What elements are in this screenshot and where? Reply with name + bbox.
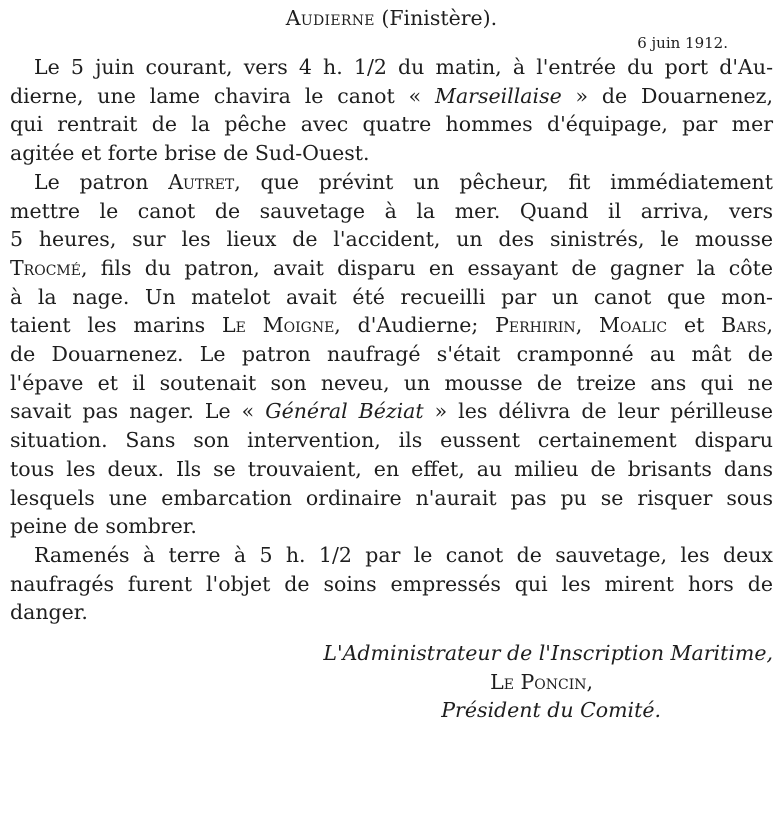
person-name: Trocmé <box>10 255 81 280</box>
text-line: danger. <box>10 600 88 625</box>
text-line: lesquels une embarcation ordinaire n'aurait pas pu se risquer sous <box>10 485 773 510</box>
signature-block <box>10 639 773 725</box>
text-segment: savait pas nager. Le « <box>10 399 266 424</box>
heading-region: (Finistère). <box>381 6 498 30</box>
letter-date: 6 juin 1912. <box>637 34 728 52</box>
text-segment: » les délivra de leur périlleuse <box>423 399 773 424</box>
signature-name: Le Poncin, <box>490 669 593 694</box>
person-name: Bars <box>721 313 767 338</box>
text-line: peine de sombrer. <box>10 514 197 539</box>
text-line: tous les deux. Ils se trouvaient, en effet, au milieu de brisants dans <box>10 456 773 481</box>
text-segment: , que prévint un pêcheur, fit immédiatement <box>234 169 773 194</box>
text-line <box>10 168 773 197</box>
text-line: 5 heures, sur les lieux de l'accident, un des sinistrés, le mousse <box>10 227 773 252</box>
text-segment: dierne, une lame chavira le canot « <box>10 83 435 108</box>
text-line <box>10 311 773 340</box>
text-segment: et <box>667 313 722 338</box>
heading <box>10 4 773 33</box>
person-name: Moalic <box>599 313 668 338</box>
ship-name: Marseillaise <box>434 83 562 108</box>
text-line: naufragés furent l'objet de soins empressés qui les mirent hors de <box>10 571 773 596</box>
text-segment: , <box>766 313 773 338</box>
text-line <box>10 82 773 111</box>
text-segment: » de Douarnenez, <box>561 83 773 108</box>
signature-role: Président du Comité. <box>441 698 661 723</box>
text-line: agitée et forte brise de Sud-Ouest. <box>10 141 370 166</box>
text-segment: , fils du patron, avait disparu en essayant de gagner la côte <box>80 255 773 280</box>
text-segment: taient les marins <box>10 313 222 338</box>
text-segment: , <box>575 313 600 338</box>
text-line: qui rentrait de la pêche avec quatre hommes d'équipage, par mer <box>10 112 773 137</box>
text-line <box>10 254 773 283</box>
person-name: Le Moigne <box>221 313 335 338</box>
text-line: Le 5 juin courant, vers 4 h. 1/2 du matin, à l'entrée du port d'Au- <box>34 55 773 79</box>
person-name: Autret <box>168 169 235 194</box>
paragraph <box>10 168 773 541</box>
body-text <box>10 53 773 627</box>
text-line: Ramenés à terre à 5 h. 1/2 par le canot de sauvetage, les deux <box>34 542 773 567</box>
text-segment: Le patron <box>34 169 169 194</box>
text-segment: , d'Audierne; <box>334 313 496 338</box>
text-line <box>10 397 773 426</box>
text-line: mettre le canot de sauvetage à la mer. Quand il arriva, vers <box>10 198 773 223</box>
signature-title: L'Administrateur de l'Inscription Maritime, <box>323 641 773 666</box>
text-line: l'épave et il soutenait son neveu, un mousse de treize ans qui ne <box>10 370 773 395</box>
paragraph <box>10 53 773 168</box>
ship-name: Général Béziat <box>265 399 424 424</box>
heading-place: Audierne <box>285 6 375 30</box>
paragraph <box>10 541 773 627</box>
person-name: Perhirin <box>495 313 576 338</box>
text-line: à la nage. Un matelot avait été recueilli par un canot que mon- <box>10 284 773 309</box>
text-line: de Douarnenez. Le patron naufragé s'était cramponné au mât de <box>10 342 773 367</box>
text-line: situation. Sans son intervention, ils eussent certainement disparu <box>10 428 773 453</box>
